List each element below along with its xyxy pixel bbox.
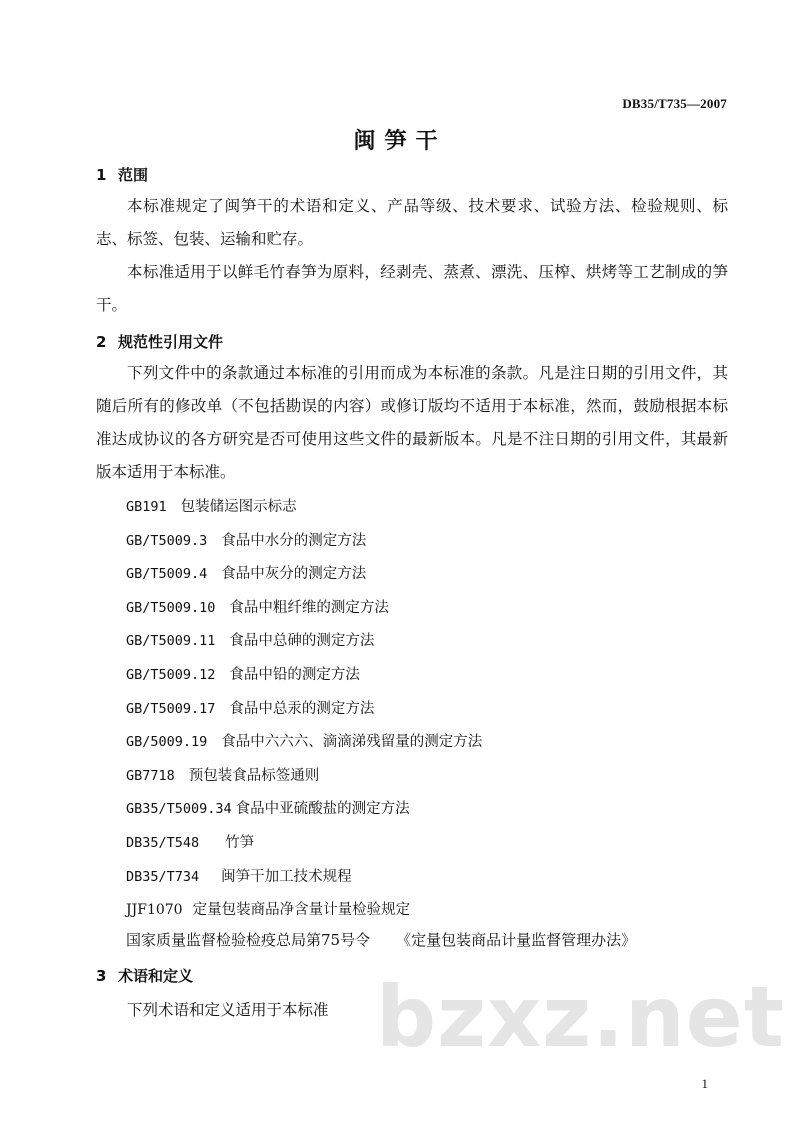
decree-issuer: 国家质量监督检验检疫总局第75号令 [126, 931, 371, 949]
decree-title: 《定量包装商品计量监督管理办法》 [396, 931, 637, 949]
reference-title: 食品中粗纤维的测定方法 [229, 599, 389, 616]
reference-item [126, 793, 482, 827]
paragraph: 下列文件中的条款通过本标准的引用而成为本标准的条款。凡是注日期的引用文件，其随后所有的修改单（不包括勘误的内容）或修订版均不适用于本标准，然而，鼓励根据本标准达成协议的各方研究是否可使用这些文件的最新版本。凡是不注日期的引用文件，其最新版本适用于本标准。 [96, 364, 728, 481]
section-title: 范围 [118, 166, 149, 184]
section-number: 3 [96, 967, 107, 985]
reference-code: GB/T5009.12 [126, 666, 216, 683]
decree-reference [126, 929, 636, 950]
reference-item [126, 491, 482, 525]
reference-code: DB35/T548 [126, 834, 200, 851]
reference-title: 食品中铅的测定方法 [229, 666, 360, 683]
section-title: 规范性引用文件 [118, 333, 224, 351]
reference-code: GB/T5009.3 [126, 532, 208, 549]
reference-code: JJF1070 [126, 902, 183, 919]
reference-title: 食品中水分的测定方法 [221, 532, 367, 549]
section-heading-scope [96, 164, 148, 185]
reference-title: 闽笋干加工技术规程 [221, 868, 352, 885]
reference-list [126, 491, 482, 928]
doc-code: DB35/T735—2007 [622, 96, 727, 111]
section-number: 1 [96, 166, 107, 184]
reference-code: GB191 [126, 499, 167, 515]
reference-title: 预包装食品标签通则 [188, 767, 320, 784]
reference-code: GB35/T5009.34 [126, 801, 232, 818]
reference-title: 定量包装商品净含量计量检验规定 [192, 902, 411, 919]
reference-item [126, 525, 482, 559]
section-title: 术语和定义 [118, 967, 194, 985]
paragraph: 本标准适用于以鲜毛竹春笋为原料，经剥壳、蒸煮、漂洗、压榨、烘烤等工艺制成的笋干。 [96, 263, 728, 314]
reference-item [126, 693, 482, 727]
watermark: bzxz.net [376, 968, 785, 1066]
reference-code: GB7718 [126, 767, 175, 784]
reference-item [126, 861, 482, 895]
reference-item [126, 625, 482, 659]
page-number: 1 [701, 1076, 708, 1091]
section-heading-terms-definitions [96, 965, 193, 986]
reference-item [126, 827, 482, 861]
reference-code: GB/T5009.10 [126, 599, 216, 616]
paragraph: 本标准规定了闽笋干的术语和定义、产品等级、技术要求、试验方法、检验规则、标志、标签、包装、运输和贮存。 [96, 197, 728, 248]
reference-code: DB35/T734 [126, 868, 200, 885]
reference-item [126, 760, 482, 794]
paragraph: 下列术语和定义适用于本标准 [127, 1001, 329, 1019]
reference-item [126, 659, 482, 693]
reference-title: 食品中总汞的测定方法 [229, 700, 375, 717]
section-heading-normative-references [96, 331, 223, 352]
reference-code: GB/T5009.4 [126, 566, 208, 583]
reference-title: 食品中亚硫酸盐的测定方法 [235, 801, 410, 818]
reference-code: GB/5009.19 [126, 734, 208, 751]
reference-title: 食品中总砷的测定方法 [229, 633, 375, 650]
reference-code: GB/T5009.17 [126, 700, 216, 717]
reference-item [126, 894, 482, 928]
reference-title: 竹笋 [225, 834, 255, 851]
document-title: 闽笋干 [353, 129, 447, 154]
reference-title: 食品中灰分的测定方法 [221, 566, 367, 583]
reference-title: 包装储运图示标志 [180, 499, 297, 515]
reference-item [126, 726, 482, 760]
reference-item [126, 558, 482, 592]
reference-title: 食品中六六六、滴滴涕残留量的测定方法 [221, 734, 483, 751]
reference-code: GB/T5009.11 [126, 633, 216, 650]
section-number: 2 [96, 333, 107, 351]
reference-item [126, 592, 482, 626]
